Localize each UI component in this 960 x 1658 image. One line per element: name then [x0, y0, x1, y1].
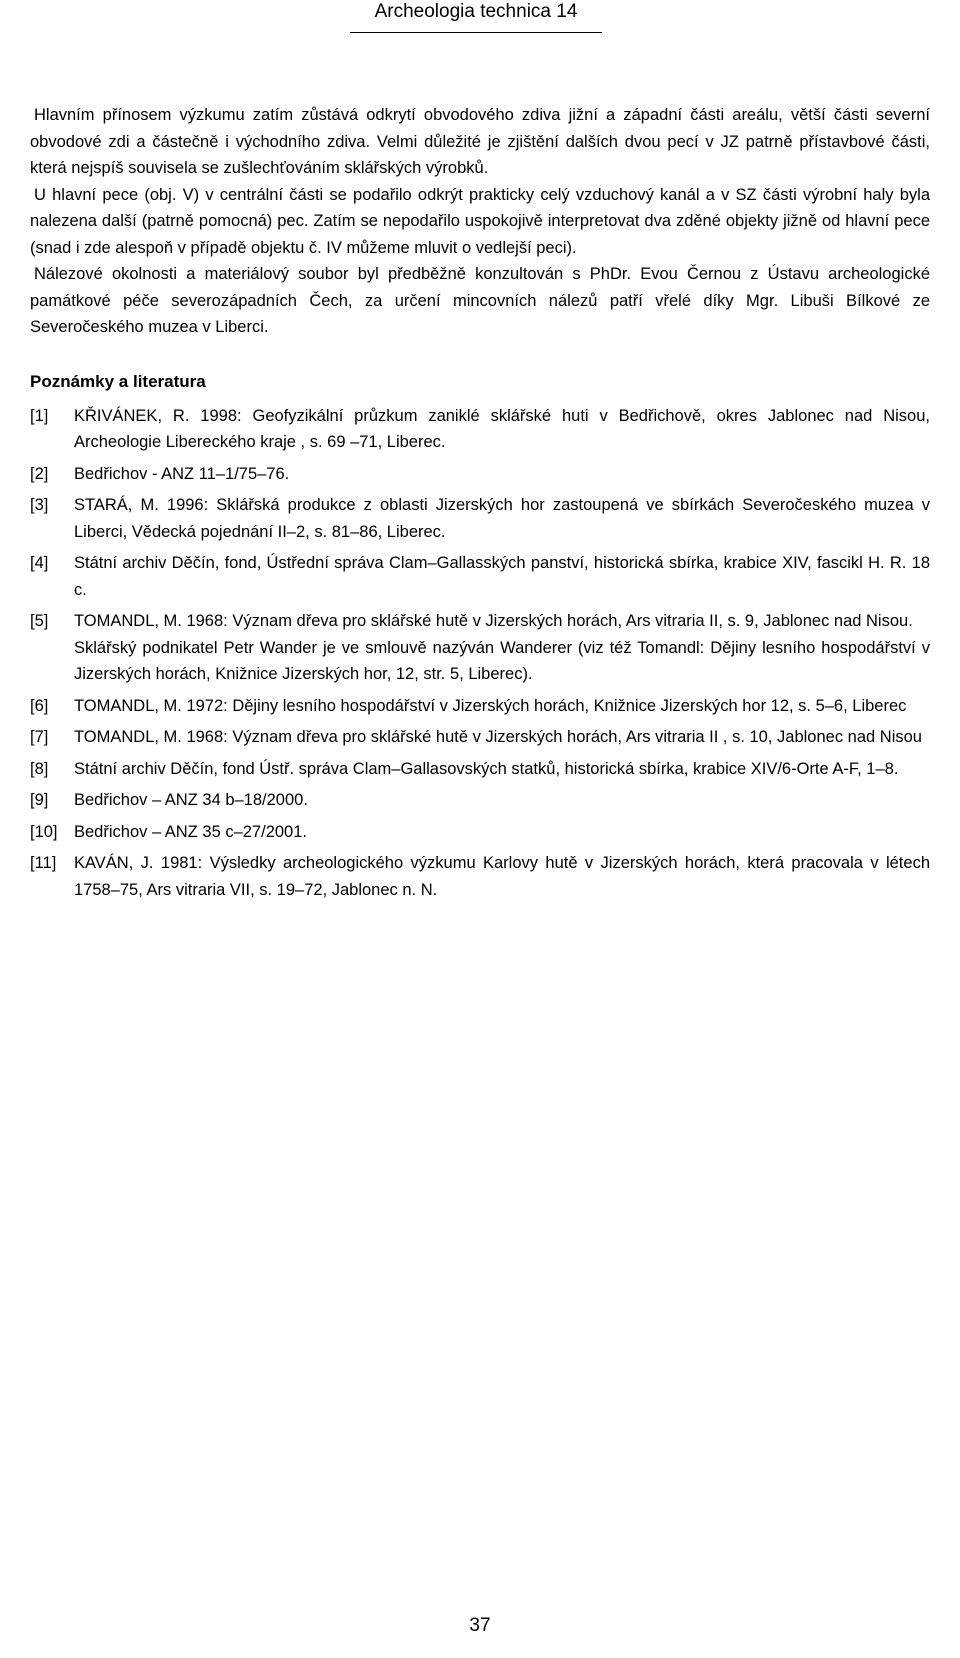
reference-text: Státní archiv Děčín, fond Ústř. správa Clam–Gallasovských statků, historická sbírka, krabice XIV/6-Orte A-F, 1–8. [74, 759, 899, 778]
reference-item [30, 850, 930, 903]
page-content [30, 102, 930, 908]
journal-title: Archeologia technica 14 [374, 1, 578, 22]
body-paragraph: Nálezové okolnosti a materiálový soubor byl předběžně konzultován s PhDr. Evou Černou z Ústavu archeologické památkové péče severozápadních Čech, za určení mincovních nálezů patří vřelé díky Mgr. Libuši Bílkové ze Severočeského muzea v Liberci. [30, 265, 930, 336]
body-paragraph: U hlavní pece (obj. V) v centrální části se podařilo odkrýt prakticky celý vzduchový kanál a v SZ části výrobní haly byla nalezena další (patrně pomocná) pec. Zatím se nepodařilo uspokojivě interpretovat dva zděné objekty jižně od hlavní pece (snad i zde alespoň v případě objektu č. IV můžeme mluvit o vedlejší peci). [30, 185, 930, 257]
reference-note: Sklářský podnikatel Petr Wander je ve smlouvě nazýván Wanderer (viz též Tomandl: Dějiny lesního hospodářství v Jizerských horách, Knižnice Jizerských hor, 12, str. 5, Liberec). [74, 638, 930, 683]
reference-number: [11] [30, 854, 57, 872]
reference-item [30, 461, 930, 488]
reference-text: TOMANDL, M. 1968: Význam dřeva pro sklářské hutě v Jizerských horách, Ars vitraria II, s. 9, Jablonec nad Nisou. [74, 612, 913, 630]
reference-text-block [74, 724, 930, 751]
reference-item [30, 787, 930, 814]
reference-number: [5] [30, 612, 49, 630]
running-header [350, 0, 602, 33]
reference-number: [7] [30, 728, 49, 746]
reference-text-block [74, 850, 930, 903]
reference-text-block [74, 819, 930, 846]
reference-item [30, 403, 930, 456]
reference-list [30, 403, 930, 904]
reference-text: TOMANDL, M. 1972: Dějiny lesního hospodářství v Jizerských horách, Knižnice Jizerských hor 12, s. 5–6, Liberec [74, 696, 907, 715]
reference-item [30, 693, 930, 720]
reference-item [30, 724, 930, 751]
page-number: 37 [469, 1615, 491, 1636]
reference-text: Bedřichov - ANZ 11–1/75–76. [74, 464, 290, 483]
reference-number: [9] [30, 791, 49, 809]
reference-number: [2] [30, 464, 49, 483]
reference-text-block [74, 492, 930, 545]
reference-text: Bedřichov – ANZ 35 c–27/2001. [74, 822, 307, 841]
reference-text-block [74, 608, 930, 688]
reference-item [30, 608, 930, 688]
references-heading: Poznámky a literatura [30, 371, 206, 391]
reference-text: Bedřichov – ANZ 34 b–18/2000. [74, 791, 308, 809]
reference-text-block [74, 550, 930, 603]
reference-number: [10] [30, 822, 58, 841]
reference-number: [3] [30, 496, 49, 514]
reference-text-block [74, 787, 930, 814]
reference-text-block [74, 756, 930, 783]
reference-item [30, 819, 930, 846]
reference-number: [1] [30, 406, 49, 425]
body-paragraph: Hlavním přínosem výzkumu zatím zůstává odkrytí obvodového zdiva jižní a západní části areálu, větší části severní obvodové zdi a částečně i východního zdiva. Velmi důležité je zjištění dalších dvou pecí v JZ patrně přístavbové části, která nejspíš souvisela se zušlechťováním sklářských výrobků. [30, 106, 930, 177]
reference-text-block [74, 461, 930, 488]
reference-text: STARÁ, M. 1996: Sklářská produkce z oblasti Jizerských hor zastoupená ve sbírkách Severočeského muzea v Liberci, Vědecká pojednání II–2, s. 81–86, Liberec. [74, 496, 930, 541]
reference-item [30, 492, 930, 545]
reference-text-block [74, 693, 930, 720]
reference-item [30, 756, 930, 783]
reference-text: Státní archiv Děčín, fond, Ústřední správa Clam–Gallasských panství, historická sbírka, krabice XIV, fascikl H. R. 18 c. [74, 554, 930, 599]
reference-text: KAVÁN, J. 1981: Výsledky archeologického výzkumu Karlovy hutě v Jizerských horách, která pracovala v létech 1758–75, Ars vitraria VII, s. 19–72, Jablonec n. N. [74, 854, 930, 899]
reference-text-block [74, 403, 930, 456]
reference-text: TOMANDL, M. 1968: Význam dřeva pro sklářské hutě v Jizerských horách, Ars vitraria II , s. 10, Jablonec nad Nisou [74, 728, 922, 746]
reference-number: [8] [30, 759, 49, 778]
reference-text: KŘIVÁNEK, R. 1998: Geofyzikální průzkum zaniklé sklářské huti v Bedřichově, okres Jablonec nad Nisou, Archeologie Libereckého kraje , s. 69 –71, Liberec. [74, 406, 930, 451]
reference-number: [4] [30, 554, 49, 572]
reference-item [30, 550, 930, 603]
reference-number: [6] [30, 696, 49, 715]
